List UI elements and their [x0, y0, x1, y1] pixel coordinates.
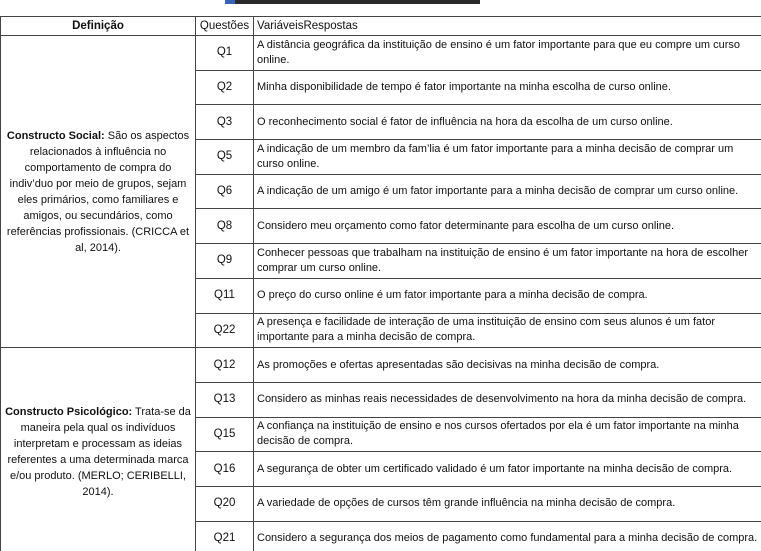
question-text: A distância geográfica da instituição de ensino é um fator importante para que eu compre um curso online. [254, 36, 761, 71]
question-id: Q1 [196, 36, 254, 71]
question-text: A confiança na instituição de ensino e nos cursos ofertados por ela é um fator importante na minha decisão de compra. [254, 417, 761, 452]
question-text: As promoções e ofertas apresentadas são decisivas na minha decisão de compra. [254, 348, 761, 383]
question-text: A segurança de obter um certificado validado é um fator importante na minha decisão de compra. [254, 452, 761, 487]
question-id: Q22 [196, 313, 254, 348]
construct-label: Constructo Psicológico: [5, 405, 133, 418]
window-strip [225, 0, 480, 4]
question-text: Conhecer pessoas que trabalham na instituição de ensino é um fator importante na hora de escolher comprar um curso online. [254, 244, 761, 279]
construct-description: Trata-se da maneira pela qual os indivíduos interpretam e processam as ideias referentes a uma determinada marca e/ou produto. (MERLO; CERIBELLI, 2014). [7, 405, 191, 498]
question-text: O reconhecimento social é fator de influência na hora da escolha de um curso online. [254, 105, 761, 140]
definition-cell-psicologico [1, 348, 196, 551]
top-bar [0, 0, 761, 16]
constructs-table [0, 16, 761, 551]
question-text: A presença e facilidade de interação de uma instituição de ensino com seus alunos é um fator importante para a minha decisão de compra. [254, 313, 761, 348]
question-id: Q9 [196, 244, 254, 279]
question-id: Q16 [196, 452, 254, 487]
question-id: Q15 [196, 417, 254, 452]
construct-label: Constructo Social: [6, 129, 105, 142]
header-questoes: Questões [196, 17, 254, 36]
question-id: Q3 [196, 105, 254, 140]
window-strip-accent [225, 0, 235, 4]
question-id: Q2 [196, 70, 254, 105]
header-variaveis: VariáveisRespostas [254, 17, 761, 36]
question-id: Q13 [196, 382, 254, 417]
header-definicao: Definição [1, 17, 196, 36]
question-text: Considero meu orçamento como fator determinante para escolha de um curso online. [254, 209, 761, 244]
question-text: A variedade de opções de cursos têm grande influência na minha decisão de compra. [254, 486, 761, 521]
table-row [1, 348, 761, 383]
question-text: A indicação de um membro da fam’lia é um fator importante para a minha decisão de comprar um curso online. [254, 140, 761, 175]
table-row [1, 36, 761, 71]
question-id: Q6 [196, 174, 254, 209]
table-header-row [1, 17, 761, 36]
question-id: Q12 [196, 348, 254, 383]
definition-cell-social [1, 36, 196, 348]
question-text: O preço do curso online é um fator importante para a minha decisão de compra. [254, 278, 761, 313]
question-text: A indicação de um amigo é um fator importante para a minha decisão de comprar um curso online. [254, 174, 761, 209]
question-id: Q21 [196, 521, 254, 551]
question-id: Q8 [196, 209, 254, 244]
question-id: Q5 [196, 140, 254, 175]
question-text: Considero as minhas reais necessidades de desenvolvimento na hora da minha decisão de compra. [254, 382, 761, 417]
question-id: Q20 [196, 486, 254, 521]
construct-description: São os aspectos relacionados à influência no comportamento de compra do indiv’duo por meio de grupos, sejam eles primários, como familiares e amigos, ou secundários, como referências profissionais. (CRICCA et al, 2014). [6, 129, 190, 254]
question-id: Q11 [196, 278, 254, 313]
question-text: Considero a segurança dos meios de pagamento como fundamental para a minha decisão de compra. [254, 521, 761, 551]
question-text: Minha disponibilidade de tempo é fator importante na minha escolha de curso online. [254, 70, 761, 105]
